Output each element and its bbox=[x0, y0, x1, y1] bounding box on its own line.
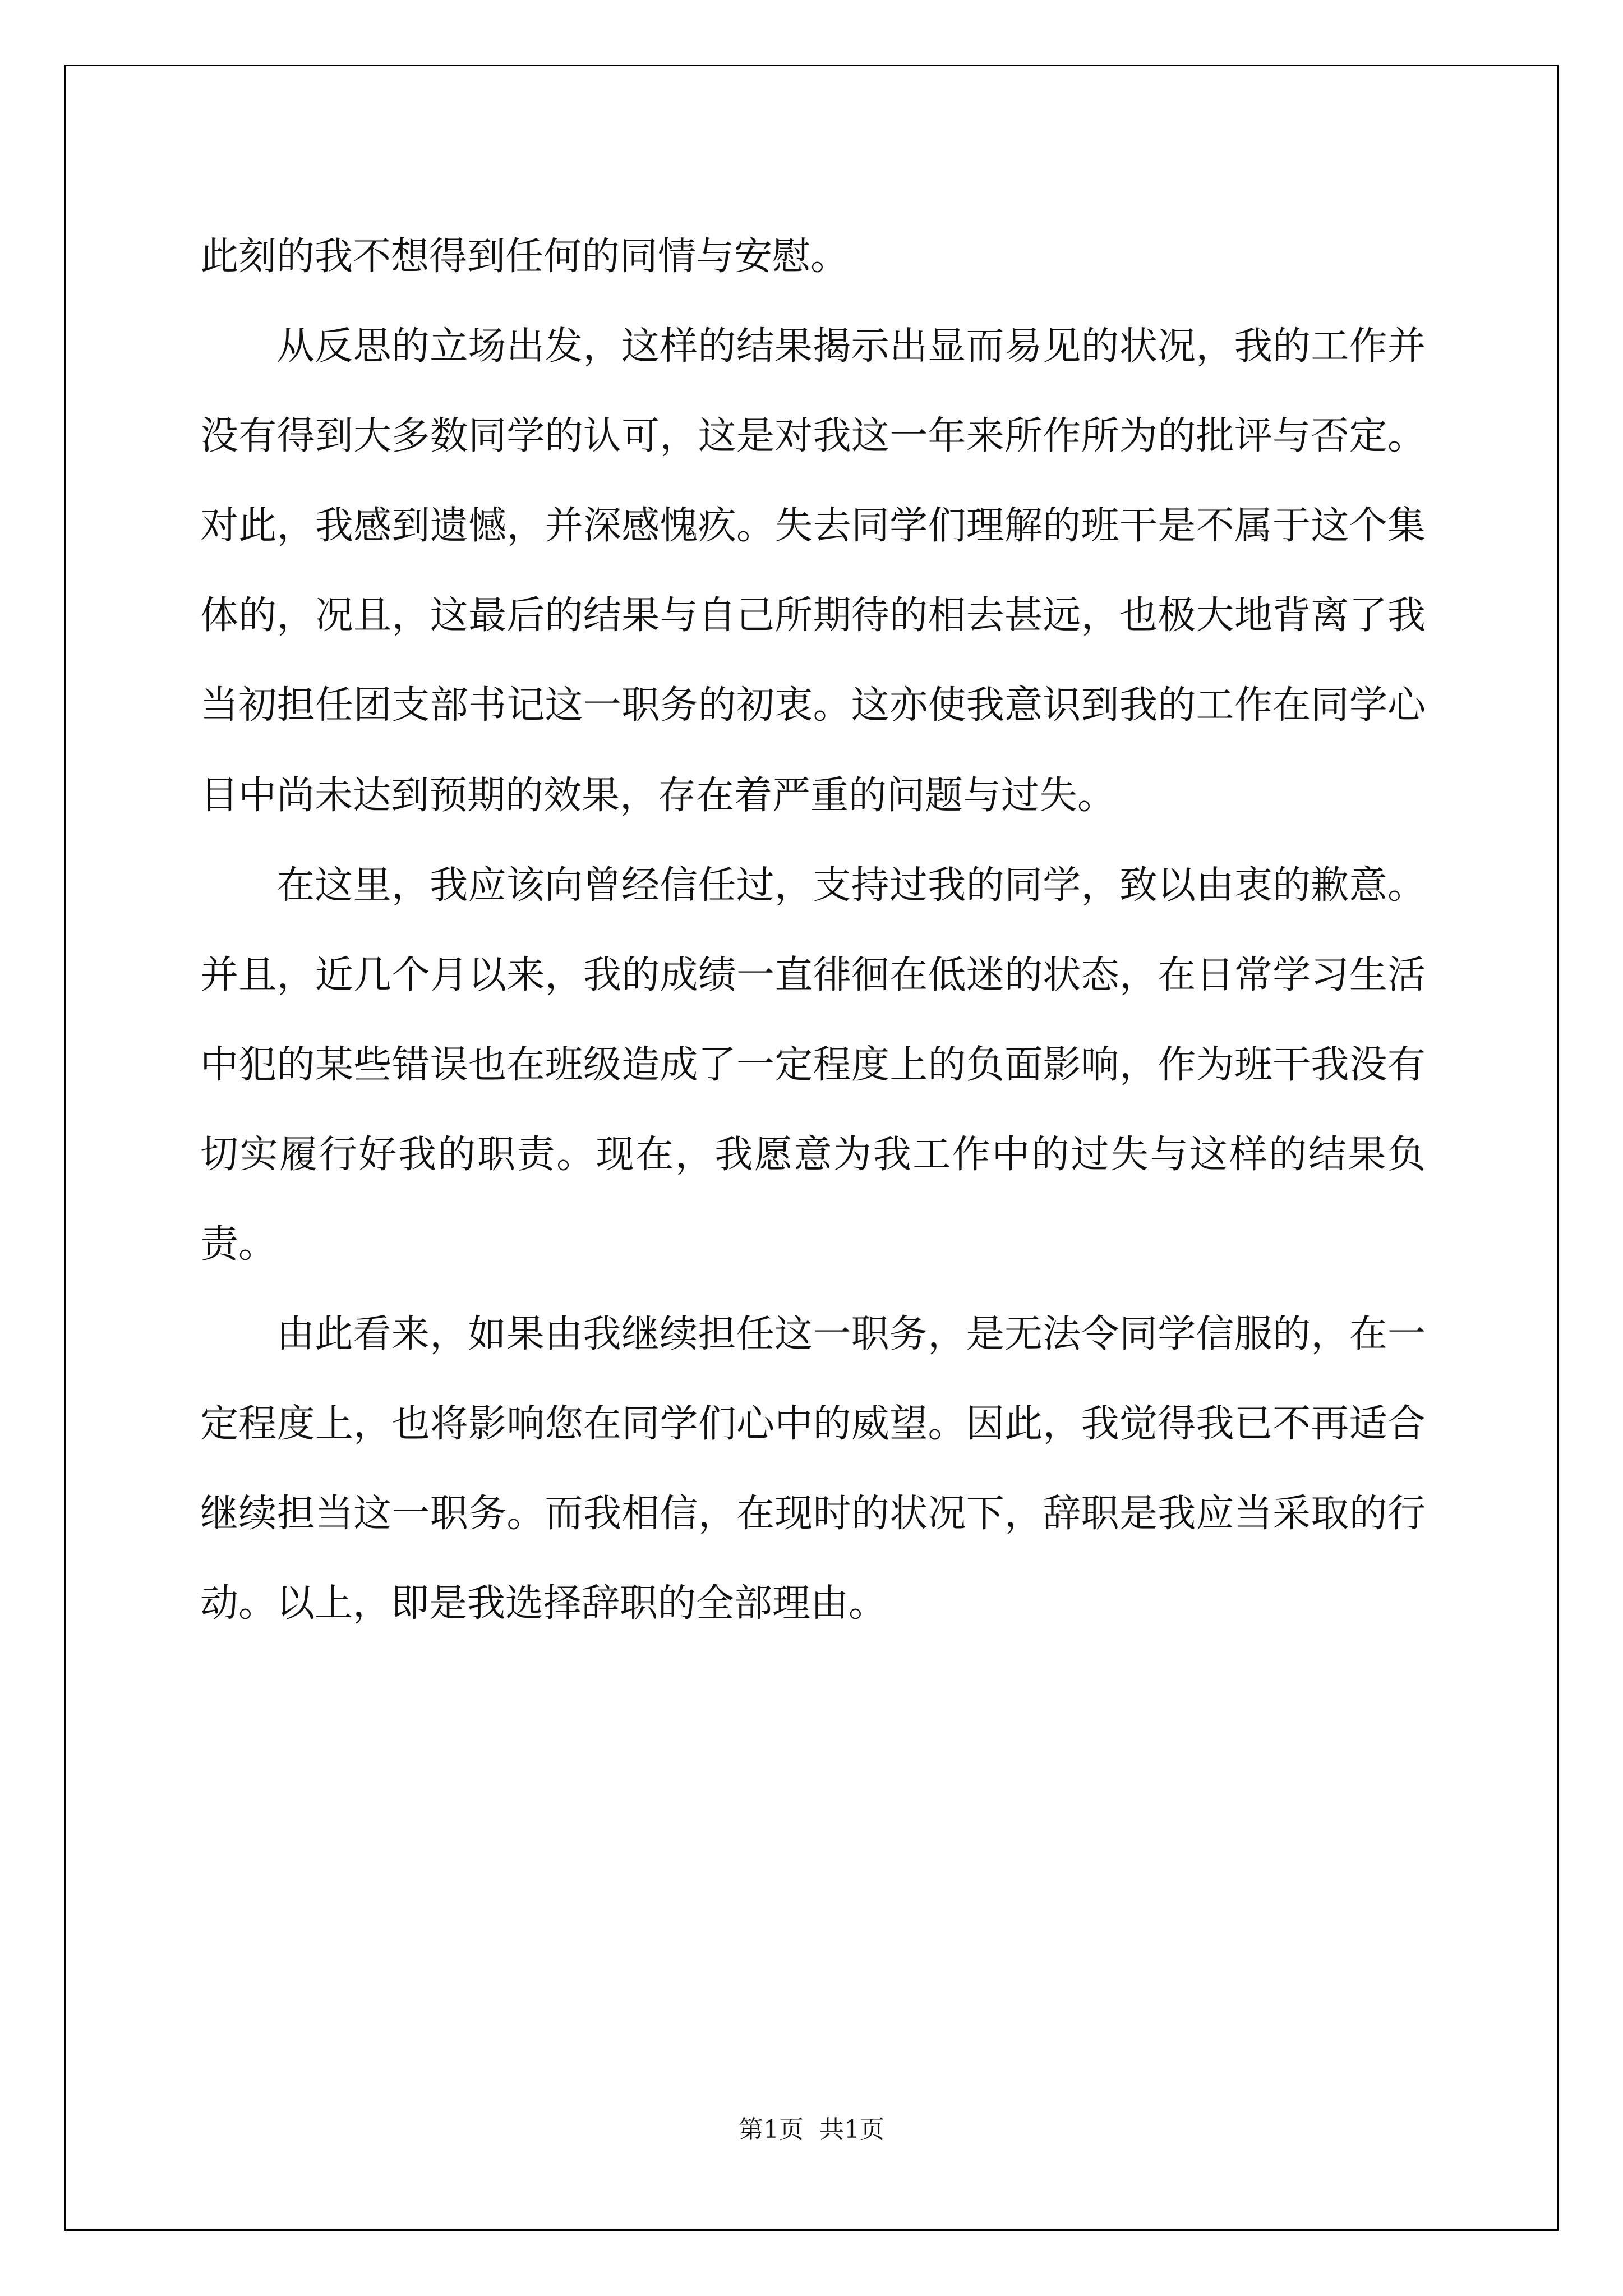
paragraph: 此刻的我不想得到任何的同情与安慰。 bbox=[200, 234, 849, 279]
paragraph: 从反思的立场出发，这样的结果揭示出显而易见的状况，我的工作并没有得到大多数同学的认可，这是对我这一年来所作所为的批评与否定。对此，我感到遗憾，并深感愧疚。失去同学们理解的班干是不属于这个集体的，况且，这最后的结果与自己所期待的相去甚远，也极大地背离了我当初担任团支部书记这一职务的初衷。这亦使我意识到我的工作在同学心目中尚未达到预期的效果，存在着严重的问题与过失。 bbox=[200, 324, 1426, 818]
paragraph: 由此看来，如果由我继续担任这一职务，是无法令同学信服的，在一定程度上，也将影响您在同学们心中的威望。因此，我觉得我已不再适合继续担当这一职务。而我相信，在现时的状况下，辞职是我应当采取的行动。以上，即是我选择辞职的全部理由。 bbox=[200, 1312, 1426, 1626]
paragraph: 在这里，我应该向曾经信任过，支持过我的同学，致以由衷的歉意。并且，近几个月以来，我的成绩一直徘徊在低迷的状态，在日常学习生活中犯的某些错误也在班级造成了一定程度上的负面影响，作为班干我没有切实履行好我的职责。现在，我愿意为我工作中的过失与这样的结果负责。 bbox=[200, 863, 1426, 1267]
page-number: 第1页 共1页 bbox=[739, 2115, 884, 2144]
document-body bbox=[200, 212, 1426, 1649]
